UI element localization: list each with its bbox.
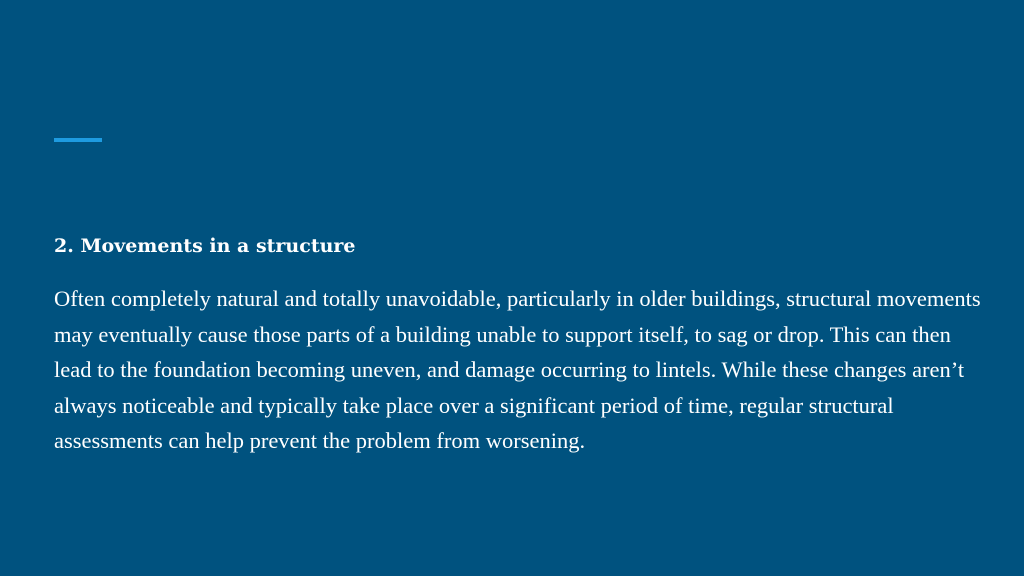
slide-heading: 2. Movements in a structure xyxy=(54,235,356,257)
slide-body-text: Often completely natural and totally unavoidable, particularly in older buildings, structural movements may eventually cause those parts of a building unable to support itself, to sag or drop. This can then lead to the foundation becoming uneven, and damage occurring to lintels. While these changes aren’t always noticeable and typically take place over a significant period of time, regular structural assessments can help prevent the problem from worsening. xyxy=(54,286,981,453)
accent-bar xyxy=(54,138,102,142)
